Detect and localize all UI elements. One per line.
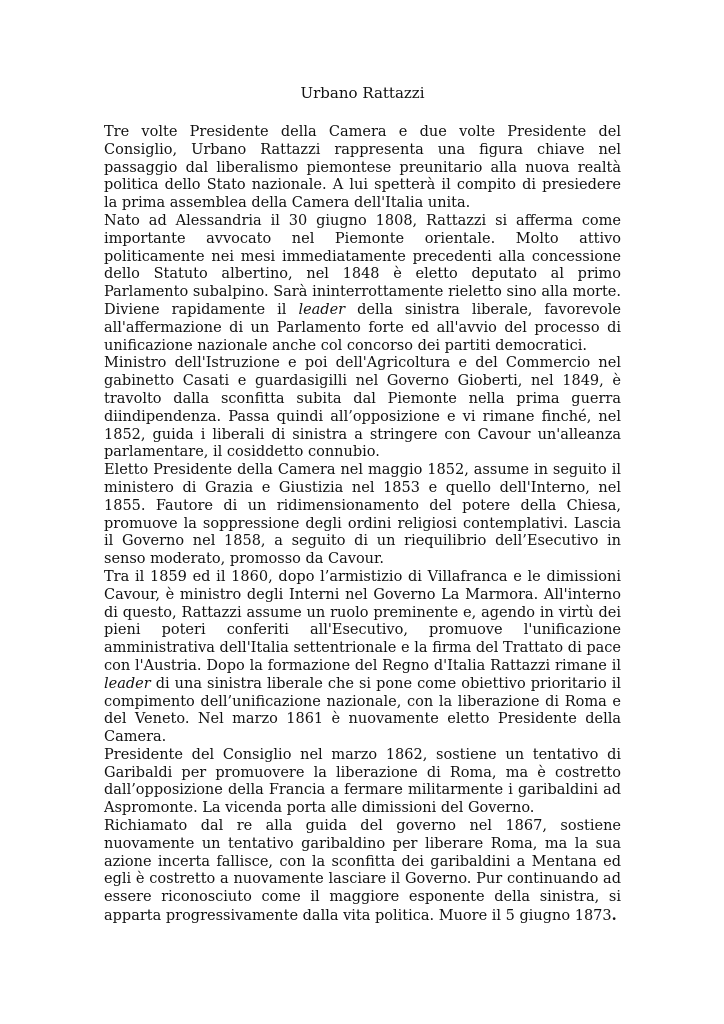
paragraph-1-text: Tre volte Presidente della Camera e due volte Presidente del Consiglio, Urbano Rattazzi rappresenta una figura chiave nel passaggio dal liberalismo piemontese preunitario alla nuova realtà politica dello Stato nazionale. A lui spetterà il compito di presiedere la prima assemblea della Camera dell'Italia unita.: [104, 124, 621, 212]
paragraph-7: [104, 818, 621, 926]
paragraph-5-italic-leader: leader: [104, 675, 151, 692]
paragraph-2: [104, 213, 621, 355]
paragraph-2-text-a: Nato ad Alessandria il 30 giugno 1808, Rattazzi si afferma come importante avvocato nel Piemonte orientale. Molto attivo politicamente nei mesi immediatamente precedenti alla concessione dello Statuto albertino, nel 1848 è eletto deputato al primo Parlamento subalpino. Sarà ininterrottamente rieletto sino alla morte. Diviene rapidamente il: [104, 212, 621, 318]
paragraph-3-text: Ministro dell'Istruzione e poi dell'Agricoltura e del Commercio nel gabinetto Casati e guardasigilli nel Governo Gioberti, nel 1849, è travolto dalla sconfitta subita dal Piemonte nella prima guerra diindipendenza. Passa quindi all’opposizione e vi rimane finché, nel 1852, guida i liberali di sinistra a stringere con Cavour un'alleanza parlamentare, il cosiddetto connubio.: [104, 355, 621, 461]
paragraph-4: [104, 462, 621, 569]
paragraph-5: [104, 569, 621, 747]
paragraph-2-italic-leader: leader: [298, 301, 346, 318]
paragraph-1: [104, 124, 621, 213]
paragraph-3: [104, 355, 621, 462]
paragraph-6-text: Presidente del Consiglio nel marzo 1862, sostiene un tentativo di Garibaldi per promuovere la liberazione di Roma, ma è costretto dall’opposizione della Francia a fermare militarmente i garibaldini ad Aspromonte. La vicenda porta alle dimissioni del Governo.: [104, 746, 621, 817]
document-title: Urbano Rattazzi: [300, 84, 425, 102]
paragraph-6: [104, 747, 621, 818]
paragraph-5-text-b: di una sinistra liberale che si pone come obiettivo prioritario il compimento dell’unificazione nazionale, con la liberazione di Roma e del Veneto. Nel marzo 1861 è nuovamente eletto Presidente della Camera.: [104, 675, 621, 746]
paragraph-5-text-a: Tra il 1859 ed il 1860, dopo l’armistizio di Villafranca e le dimissioni Cavour, è ministro degli Interni nel Governo La Marmora. All'interno di questo, Rattazzi assume un ruolo preminente e, agendo in virtù dei pieni poteri conferiti all'Esecutivo, promuove l'unificazione amministrativa dell'Italia settentrionale e la firma del Trattato di pace con l'Austria. Dopo la formazione del Regno d'Italia Rattazzi rimane il: [104, 568, 621, 674]
paragraph-7-text: Richiamato dal re alla guida del governo nel 1867, sostiene nuovamente un tentativo garibaldino per liberare Roma, ma la sua azione incerta fallisce, con la sconfitta dei garibaldini a Mentana ed egli è costretto a nuovamente lasciare il Governo. Pur continuando ad essere riconosciuto come il maggiore esponente della sinistra, si apparta progressivamente dalla vita politica. Muore il 5 giugno 1873: [104, 818, 621, 925]
paragraph-7-final-period: .: [611, 907, 617, 925]
paragraph-4-text: Eletto Presidente della Camera nel maggio 1852, assume in seguito il ministero di Grazia e Giustizia nel 1853 e quello dell'Interno, nel 1855. Fautore di un ridimensionamento del potere della Chiesa, promuove la soppressione degli ordini religiosi contemplativi. Lascia il Governo nel 1858, a seguito di un riequilibrio dell’Esecutivo in senso moderato, promosso da Cavour.: [104, 462, 621, 568]
document-page: [104, 84, 621, 926]
paragraph-2-text-b: della sinistra liberale, favorevole all'affermazione di un Parlamento forte ed all'avvio del processo di unificazione nazionale anche col concorso dei partiti democratici.: [104, 301, 621, 354]
